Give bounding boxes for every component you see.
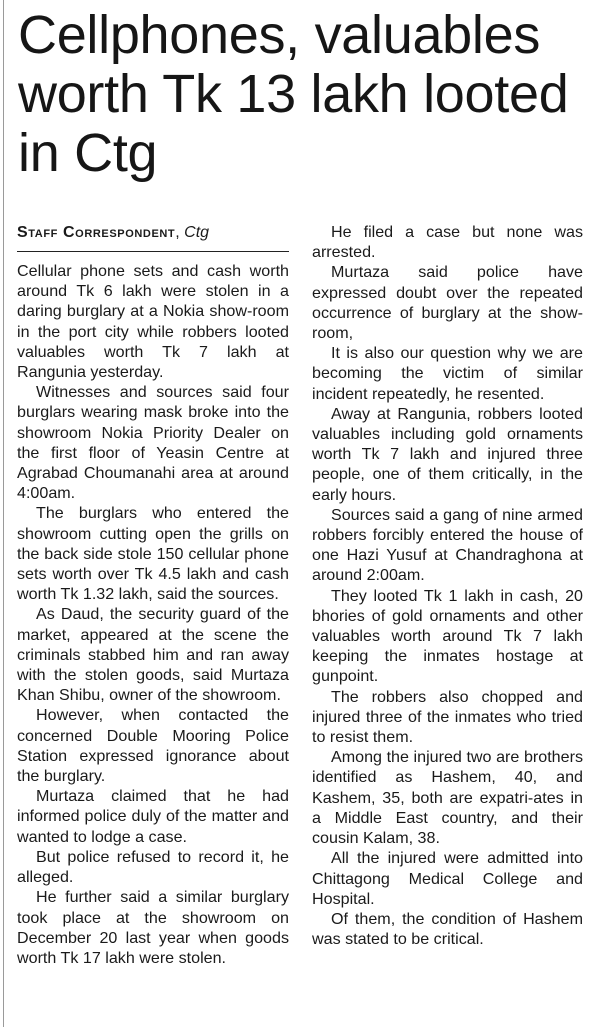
article-paragraph: However, when contacted the concerned Double Mooring Police Station expressed ignorance about the burglary. bbox=[17, 706, 289, 786]
headline: Cellphones, valuables worth Tk 13 lakh looted in Ctg bbox=[18, 5, 569, 183]
article-paragraph: Sources said a gang of nine armed robbers forcibly entered the house of one Hazi Yusuf at Chandraghona at around 2:00am. bbox=[312, 505, 583, 585]
article-paragraph: It is also our question why we are becoming the victim of similar incident repeatedly, he resented. bbox=[312, 344, 583, 403]
column-rule bbox=[3, 0, 4, 1027]
byline-author: Staff Correspondent bbox=[17, 224, 176, 241]
article-paragraph: He further said a similar burglary took place at the showroom on December 20 last year when goods worth Tk 17 lakh were stolen. bbox=[17, 888, 289, 967]
article-paragraph: Away at Rangunia, robbers looted valuables including gold ornaments worth Tk 7 lakh and injured three people, one of them critically, in the early hours. bbox=[312, 404, 583, 504]
article-column-right bbox=[312, 222, 583, 949]
article-column-left bbox=[17, 222, 289, 968]
article-paragraph: But police refused to record it, he alleged. bbox=[17, 847, 289, 887]
article-paragraph: Murtaza said police have expressed doubt over the repeated occurrence of burglary at the show-room, bbox=[312, 263, 583, 343]
article-paragraph: Of them, the condition of Hashem was stated to be critical. bbox=[312, 909, 583, 949]
article-paragraph: Cellular phone sets and cash worth around Tk 6 lakh were stolen in a daring burglary at a Nokia show-room in the port city while robbers looted valuables worth Tk 7 lakh at Rangunia yesterday. bbox=[17, 262, 289, 382]
article-paragraph: As Daud, the security guard of the market, appeared at the scene the criminals stabbed him and ran away with the stolen goods, said Murtaza Khan Shibu, owner of the showroom. bbox=[17, 605, 289, 705]
byline-location: Ctg bbox=[184, 224, 210, 241]
article-paragraph: The burglars who entered the showroom cutting open the grills on the back side stole 150 cellular phone sets worth over Tk 4.5 lakh and cash worth Tk 1.32 lakh, said the sources. bbox=[17, 504, 289, 604]
byline-separator: , bbox=[175, 224, 185, 241]
byline bbox=[17, 222, 289, 244]
article-paragraph: Among the injured two are brothers identified as Hashem, 40, and Kashem, 35, both are expatri-ates in a Middle East country, and their cousin Kalam, 38. bbox=[312, 748, 583, 848]
article-paragraph: Murtaza claimed that he had informed police duly of the matter and wanted to lodge a case. bbox=[17, 787, 289, 846]
article-paragraph: They looted Tk 1 lakh in cash, 20 bhories of gold ornaments and other valuables worth around Tk 7 lakh keeping the inmates hostage at gunpoint. bbox=[312, 586, 583, 686]
article-paragraph: All the injured were admitted into Chittagong Medical College and Hospital. bbox=[312, 849, 583, 908]
article-paragraph: He filed a case but none was arrested. bbox=[312, 223, 583, 262]
article-paragraph: The robbers also chopped and injured three of the inmates who tried to resist them. bbox=[312, 687, 583, 747]
byline-divider bbox=[17, 251, 289, 252]
article-paragraph: Witnesses and sources said four burglars wearing mask broke into the showroom Nokia Priority Dealer on the first floor of Yeasin Centre at Agrabad Choumanahi area at around 4:00am. bbox=[17, 383, 289, 503]
